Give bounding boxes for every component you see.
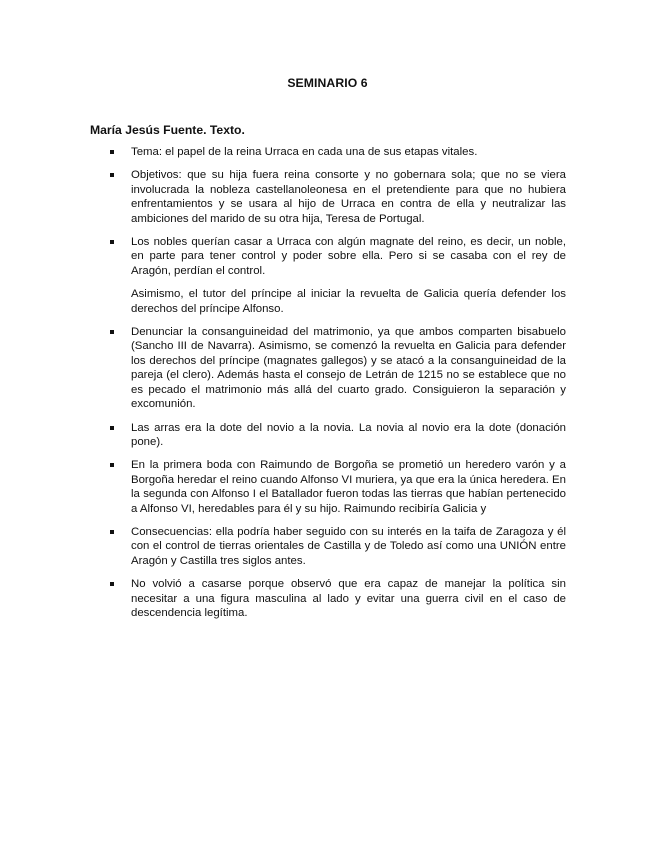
author-heading: María Jesús Fuente. Texto. xyxy=(90,123,245,137)
list-item xyxy=(110,577,566,620)
square-bullet-icon xyxy=(110,173,114,177)
square-bullet-icon xyxy=(110,463,114,467)
list-item-text: Las arras era la dote del novio a la novia. La novia al novio era la dote (donación pone). xyxy=(131,421,566,448)
list-item xyxy=(110,325,566,411)
list-item xyxy=(110,458,566,516)
list-item-text: Denunciar la consanguineidad del matrimonio, ya que ambos comparten bisabuelo (Sancho III de Navarra). Asimismo, se comenzó la revuelta en Galicia para defender los derechos del príncipe (magnates gallegos) y se atacó a la consanguineidad de la pareja (el clero). Además hasta el consejo de Letrán de 1215 no se establece que no es pecado el matrimonio más allá del cuarto grado. Consiguieron la separación y excomunión. xyxy=(131,326,566,411)
list-item xyxy=(110,525,566,568)
square-bullet-icon xyxy=(110,530,114,534)
square-bullet-icon xyxy=(110,240,114,244)
list-item xyxy=(110,168,566,226)
list-item-text: Consecuencias: ella podría haber seguido con su interés en la taifa de Zaragoza y él con el control de tierras orientales de Castilla y de Toledo así como una UNIÓN entre Aragón y Castilla tres siglos antes. xyxy=(131,525,566,567)
square-bullet-icon xyxy=(110,330,114,334)
list-item-text: Los nobles querían casar a Urraca con algún magnate del reino, es decir, un noble, en parte para tener control y poder sobre ella. Pero si se casaba con el rey de Aragón, perdían el control. xyxy=(131,236,566,277)
square-bullet-icon xyxy=(110,426,114,430)
bullet-list xyxy=(110,145,566,620)
list-item xyxy=(110,421,566,450)
document-body xyxy=(110,145,566,629)
list-item-text: No volvió a casarse porque observó que era capaz de manejar la política sin necesitar a una figura masculina al lado y evitar una guerra civil en el caso de descendencia legítima. xyxy=(131,578,566,619)
square-bullet-icon xyxy=(110,582,114,586)
list-item-text: Objetivos: que su hija fuera reina consorte y no gobernara sola; que no se viera involucrada la nobleza castellanoleonesa en el pretendiente para que no hubiera enfrentamientos y se usara al hijo de Urraca en contra de ella y neutralizar las ambiciones del marido de su otra hija, Teresa de Portugal. xyxy=(131,169,566,225)
list-item xyxy=(110,145,566,159)
list-item xyxy=(110,235,566,316)
list-item-text: Tema: el papel de la reina Urraca en cada una de sus etapas vitales. xyxy=(131,146,478,158)
list-item-text: En la primera boda con Raimundo de Borgoña se prometió un heredero varón y a Borgoña heredar el reino cuando Alfonso VI muriera, ya que era la única heredera. En la segunda con Alfonso I el Batallador fueron todas las tierras que habían pertenecido a Alfonso VI, heredables para él y su hijo. Raimundo recibiría Galicia y xyxy=(131,459,566,515)
document-title: SEMINARIO 6 xyxy=(287,76,368,90)
list-item-extra-paragraph: Asimismo, el tutor del príncipe al iniciar la revuelta de Galicia quería defender los derechos del príncipe Alfonso. xyxy=(131,288,566,315)
square-bullet-icon xyxy=(110,150,114,154)
